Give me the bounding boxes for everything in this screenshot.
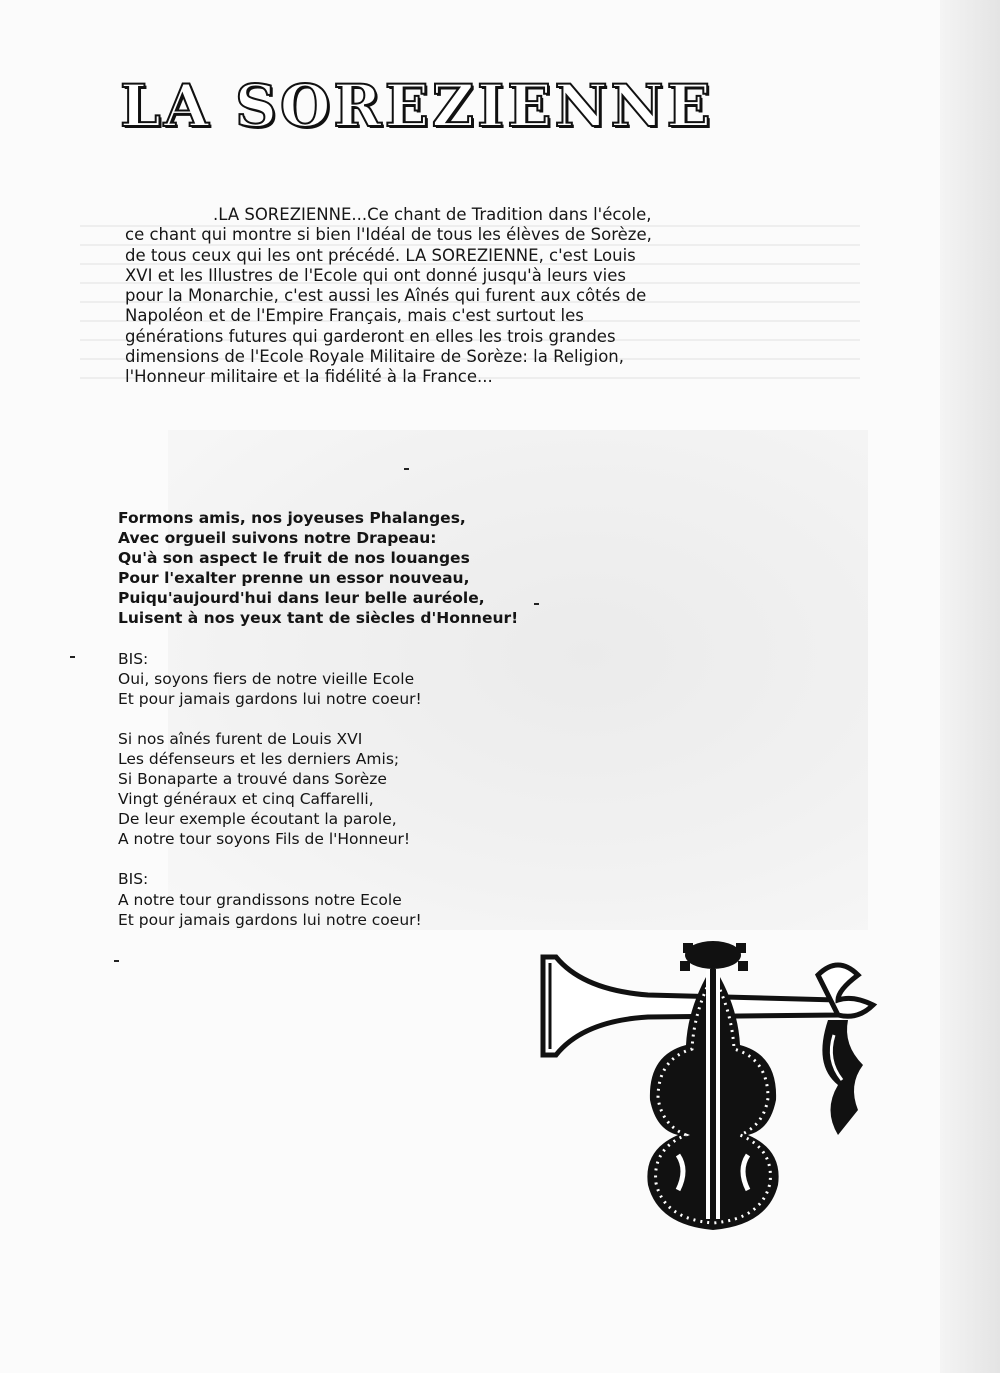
verse-line: Puiqu'aujourd'hui dans leur belle auréole, [118, 589, 485, 608]
song-lyrics [118, 508, 538, 950]
stray-mark [70, 656, 75, 658]
verse-line: Vingt généraux et cinq Caffarelli, [118, 790, 374, 809]
chorus-label: BIS: [118, 870, 149, 889]
verse-line: Formons amis, nos joyeuses Phalanges, [118, 509, 466, 527]
chorus-line: A notre tour grandissons notre Ecole [118, 890, 402, 909]
stray-mark [534, 603, 539, 605]
verse-line: Luisent à nos yeux tant de siècles d'Honneur! [118, 609, 519, 628]
chorus-2 [118, 869, 538, 929]
verse-line: Si nos aînés furent de Louis XVI [118, 729, 363, 748]
verse-1 [118, 508, 538, 629]
verse-line: De leur exemple écoutant la parole, [118, 810, 397, 829]
intro-paragraph: .LA SOREZIENNE...Ce chant de Tradition dans l'école, ce chant qui montre si bien l'Idéal de tous les élèves de Sorèze, de tous ceux qui les ont précédé. LA SOREZIENNE, c'est Louis XVI et les Illustres de l'Ecole qui ont donné jusqu'à leurs vies pour la Monarchie, c'est aussi les Aînés qui furent aux côtés de Napoléon et de l'Empire Français, mais c'est surtout les générations futures qui garderont en elles les trois grandes dimensions de l'Ecole Royale Militaire de Sorèze: la Religion, l'Honneur militaire et la fidélité à la France... [125, 205, 652, 387]
page-title: LA SOREZIENNE [120, 72, 714, 140]
verse-line: Pour l'exalter prenne un essor nouveau, [118, 569, 470, 588]
verse-2 [118, 729, 538, 850]
verse-line: Si Bonaparte a trouvé dans Sorèze [118, 770, 387, 789]
verse-line: Avec orgueil suivons notre Drapeau: [118, 529, 437, 548]
chorus-line: Et pour jamais gardons lui notre coeur! [118, 910, 422, 929]
page-edge-shadow [940, 0, 1000, 1373]
chorus-1 [118, 649, 538, 709]
verse-line: Qu'à son aspect le fruit de nos louanges [118, 549, 470, 568]
violin-trumpet-ribbon-icon [538, 935, 888, 1235]
bleed-through-heading [220, 130, 840, 198]
verse-line: Les défenseurs et les derniers Amis; [118, 749, 400, 768]
verse-line: A notre tour soyons Fils de l'Honneur! [118, 830, 411, 849]
stray-mark [404, 468, 409, 470]
chorus-line: Et pour jamais gardons lui notre coeur! [118, 689, 422, 708]
chorus-label: BIS: [118, 649, 149, 668]
stray-mark [114, 960, 119, 962]
chorus-line: Oui, soyons fiers de notre vieille Ecole [118, 669, 415, 688]
